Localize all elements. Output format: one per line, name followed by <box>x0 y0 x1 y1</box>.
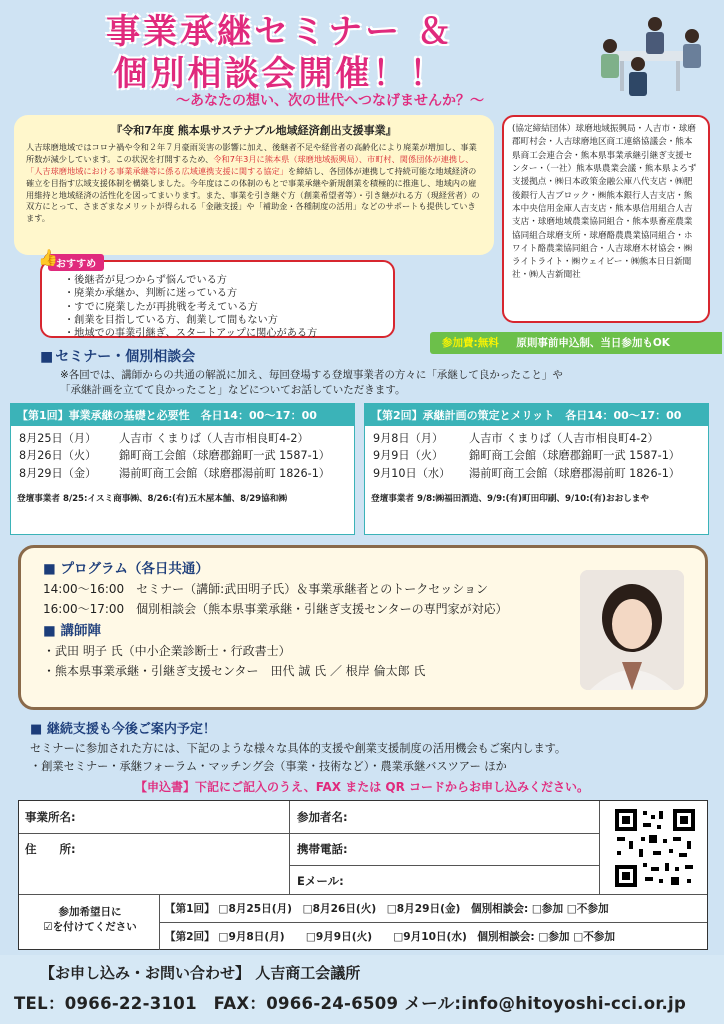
thumbs-up-icon: 👍 <box>38 248 58 267</box>
seminar-heading: ■ セミナー・個別相談会 <box>40 346 195 366</box>
fee-note: 原則事前申込制、当日参加もOK <box>516 337 670 349</box>
lecturer-photo <box>580 570 684 690</box>
lecturer-heading: ■ 講師陣 <box>43 620 683 642</box>
recommend-item: ・すでに廃業したが再挑戦を考えている方 <box>64 301 258 313</box>
recommend-box <box>40 260 395 338</box>
recommend-item: ・廃業か承継か、判断に迷っている方 <box>64 288 238 300</box>
session2-date: 9月9日（火） <box>373 449 444 463</box>
continue-line2: ・創業セミナー・承継フォーラム・マッチング会（事業・技術など）・農業承継バスツアー ほか <box>30 759 507 773</box>
company-field[interactable]: 事業所名: <box>25 810 76 824</box>
fee-banner <box>430 332 722 354</box>
recommend-item: ・後継者が見つからず悩んでいる方 <box>64 275 227 286</box>
email-field[interactable]: Eメール: <box>297 874 344 888</box>
intro-body1: 人吉球磨地域ではコロナ禍や令和２年７月豪雨災害の影響に加え、後継者不足や経営者の高齢化により廃業が増加し、事業所数が減少しています。この状況を打開するため、 <box>26 141 477 164</box>
intro-box <box>14 115 494 255</box>
session1-checkboxes[interactable]: 【第1回】 □8月25日(月) □8月26日(火) □8月29日(金) 個別相談会: □参加 □不参加 <box>165 903 609 915</box>
lecturer2: ・熊本県事業承継・引継ぎ支援センター 田代 誠 氏 ／ 根岸 倫太郎 氏 <box>43 663 426 678</box>
recommend-item: ・創業を目指している方、創業して間もない方 <box>64 314 278 326</box>
seminar-note2: 「承継計画を立てて良かったこと」などについてお話していただきます。 <box>60 384 406 397</box>
session1-date: 8月25日（月） <box>19 432 97 445</box>
session1-place: 湯前町商工会館（球磨郡湯前町 1826-1） <box>119 466 330 480</box>
intro-body2: を締結し、各団体が連携して持続可能な地域経済の確立を目指す広域支援体制を構築しました。今年度はこの体制のもとで事業承継や新規創業を積極的に推進し、地域内の雇用維持と地域経済の活性化を図ってまいります。また、事業を引き継ぐ方（創業希望者等）・引き継がれる方（現経営者）の双方にとって、さまざまなメリットが得られる「金融支援」や「補助金・各種制度の活用」などのサポートも提供していきます。 <box>26 165 480 224</box>
main-title-line2: 個別相談会開催！！ <box>113 54 447 94</box>
footer-contact-title: 【お申し込み・お問い合わせ】 人吉商工会議所 <box>40 964 361 982</box>
session1-box <box>10 403 355 535</box>
session2-place: 錦町商工会館（球磨郡錦町一武 1587-1） <box>469 449 680 463</box>
address-field[interactable]: 住 所: <box>25 842 76 856</box>
intro-body-red: 令和7年3月に熊本県（球磨地域振興局）、市町村、関係団体が連携し、「人吉球磨地域における事業承継等に係る広域連携支援に関する協定」 <box>26 153 474 176</box>
application-form <box>18 800 708 950</box>
partners-box: (協定締結団体）球磨地域振興局・人吉市・球磨郡町村会・人吉球磨地区商工連絡協議会・熊本県商工会連合会・熊本県事業承継引継ぎ支援センター・（一社）熊本県農業会議・熊本県よろず支援拠点・㈱日本政策金融公庫八代支店・㈱肥後銀行人吉ブロック・㈱熊本銀行人吉支店・熊本中央信用金庫人吉支店・熊本県信用組合人吉支店・球磨地域農業協同組合・熊本県畜産農業協同組合球磨支所・球磨酪農農業協同組合・ホワイト酪農業協同組合・人吉球磨木材協会・㈱ライトライト・㈱ウェイビー・㈱熊本日日新聞社・㈱人吉新聞社 <box>502 115 710 323</box>
continue-section <box>30 720 720 775</box>
continue-heading: ■ 継続支援も今後ご案内予定！ <box>30 720 720 740</box>
session1-registrants: 登壇事業者 8/25:イスミ商事㈱、8/26:(有)五木屋本舗、8/29協和㈱ <box>17 494 287 505</box>
session2-place: 人吉市 くまりば（人吉市相良町4-2） <box>469 432 659 445</box>
footer-contact-info: TEL：0966-22-3101 FAX：0966-24-6509 メール:info@hitoyoshi-cci.or.jp <box>14 994 687 1013</box>
session2-place: 湯前町商工会館（球磨郡湯前町 1826-1） <box>469 466 680 480</box>
seminar-note1: ※各回では、講師からの共通の解説に加え、毎回登場する登壇事業者の方々に「承継して良かったこと」や <box>60 369 563 381</box>
session1-place: 錦町商工会館（球磨郡錦町一武 1587-1） <box>119 449 330 463</box>
continue-line1: セミナーに参加された方には、下記のような様々な具体的支援や創業支援制度の活用機会もご案内します。 <box>30 742 567 756</box>
participant-field[interactable]: 参加者名: <box>297 810 348 824</box>
session2-date: 9月10日（水） <box>373 466 451 480</box>
session2-registrants: 登壇事業者 9/8:㈱福田酒造、9/9:(有)町田印刷、9/10:(有)おおしまや <box>371 494 649 505</box>
recommend-tag: おすすめ <box>48 254 104 271</box>
session2-date: 9月8日（月） <box>373 432 444 445</box>
qr-code[interactable] <box>613 807 697 889</box>
mobile-field[interactable]: 携帯電話: <box>297 842 348 856</box>
program-heading: ■ プログラム（各日共通） <box>43 558 683 580</box>
main-title-line1: 事業承継セミナー ＆ <box>106 12 454 52</box>
recommend-item: ・地域での事業引継ぎ、スタートアップに関心がある方 <box>64 328 318 339</box>
session2-header: 【第2回】承継計画の策定とメリット 各日14：00～17：00 <box>365 404 708 426</box>
session1-date: 8月26日（火） <box>19 449 97 463</box>
session1-header: 【第1回】事業承継の基礎と必要性 各日14：00～17：00 <box>11 404 354 426</box>
apply-note: 【申込書】下記にご記入のうえ、FAX または QR コードからお申し込みください。 <box>134 780 590 794</box>
wish-label-2: ☑を付けてください <box>43 921 137 933</box>
program-line1: 14:00～16:00 セミナー（講師:武田明子氏）＆事業承継者とのトークセッション <box>43 582 488 597</box>
fee-label: 参加費:無料 <box>442 337 499 349</box>
wish-label <box>27 904 153 934</box>
lecturer1: ・武田 明子 氏（中小企業診断士・行政書士） <box>43 644 291 659</box>
session2-checkboxes[interactable]: 【第2回】 □9月8日(月) □9月9日(火) □9月10日(水) 個別相談会: □参加 □不参加 <box>165 931 615 943</box>
session1-date: 8月29日（金） <box>19 466 97 480</box>
intro-title: 『令和7年度 熊本県サステナブル地域経済創出支援事業』 <box>111 124 397 137</box>
wish-label-1: 参加希望日に <box>58 906 122 918</box>
session2-box <box>364 403 709 535</box>
session1-place: 人吉市 くまりば（人吉市相良町4-2） <box>119 432 309 445</box>
seminar-note <box>60 368 700 398</box>
subtitle: ～あなたの想い、次の世代へつなげませんか？～ <box>176 93 484 109</box>
program-line2: 16:00～17:00 個別相談会（熊本県事業承継・引継ぎ支援センターの専門家が対応） <box>43 602 508 617</box>
meeting-illustration <box>580 6 720 106</box>
